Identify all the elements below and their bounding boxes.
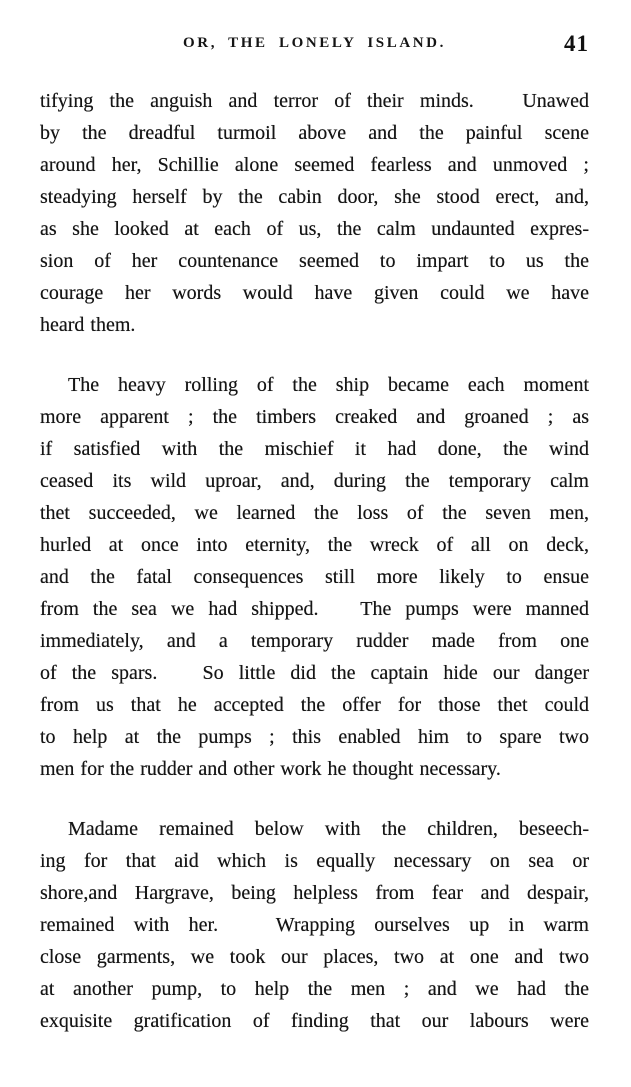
text-line: courage her words would have given could we have — [40, 282, 589, 304]
text-line: from the sea we had shipped. The pumps were manned — [40, 598, 589, 620]
paragraph — [40, 369, 589, 785]
text-line: of the spars. So little did the captain hide our danger — [40, 662, 589, 684]
text-line: to help at the pumps ; this enabled him to spare two — [40, 726, 589, 748]
text-line: shore,and Hargrave, being helpless from fear and despair, — [40, 882, 589, 904]
page-header — [40, 31, 589, 61]
text-line: sion of her countenance seemed to impart to us the — [40, 250, 589, 272]
text-line: at another pump, to help the men ; and we had the — [40, 978, 589, 1000]
running-title: OR, THE LONELY ISLAND. — [183, 35, 446, 51]
text-line: heard them. — [40, 314, 136, 336]
text-line: as she looked at each of us, the calm undaunted expres- — [40, 218, 589, 240]
text-line: ing for that aid which is equally necessary on sea or — [40, 850, 589, 872]
text-line: tifying the anguish and terror of their minds. Unawed — [40, 90, 589, 112]
text-line: steadying herself by the cabin door, she stood erect, and, — [40, 186, 589, 208]
text-line: thet succeeded, we learned the loss of the seven men, — [40, 502, 589, 524]
text-line: from us that he accepted the offer for those thet could — [40, 694, 589, 716]
text-line: hurled at once into eternity, the wreck of all on deck, — [40, 534, 589, 556]
text-line: ceased its wild uproar, and, during the temporary calm — [40, 470, 589, 492]
text-line: men for the rudder and other work he thought necessary. — [40, 758, 501, 780]
page-number: 41 — [564, 31, 589, 56]
text-line: if satisfied with the mischief it had done, the wind — [40, 438, 589, 460]
text-line: close garments, we took our places, two at one and two — [40, 946, 589, 968]
text-line: more apparent ; the timbers creaked and groaned ; as — [40, 406, 589, 428]
text-line: exquisite gratification of finding that our labours were — [40, 1010, 589, 1032]
text-line: by the dreadful turmoil above and the painful scene — [40, 122, 589, 144]
paragraph — [40, 85, 589, 341]
paragraph — [40, 813, 589, 1037]
text-line: immediately, and a temporary rudder made from one — [40, 630, 589, 652]
text-line: Madame remained below with the children, beseech- — [68, 818, 589, 840]
text-line: remained with her. Wrapping ourselves up in warm — [40, 914, 589, 936]
text-block — [40, 85, 589, 1037]
text-line: and the fatal consequences still more likely to ensue — [40, 566, 589, 588]
text-line: around her, Schillie alone seemed fearless and unmoved ; — [40, 154, 589, 176]
text-line: The heavy rolling of the ship became each moment — [68, 374, 589, 396]
